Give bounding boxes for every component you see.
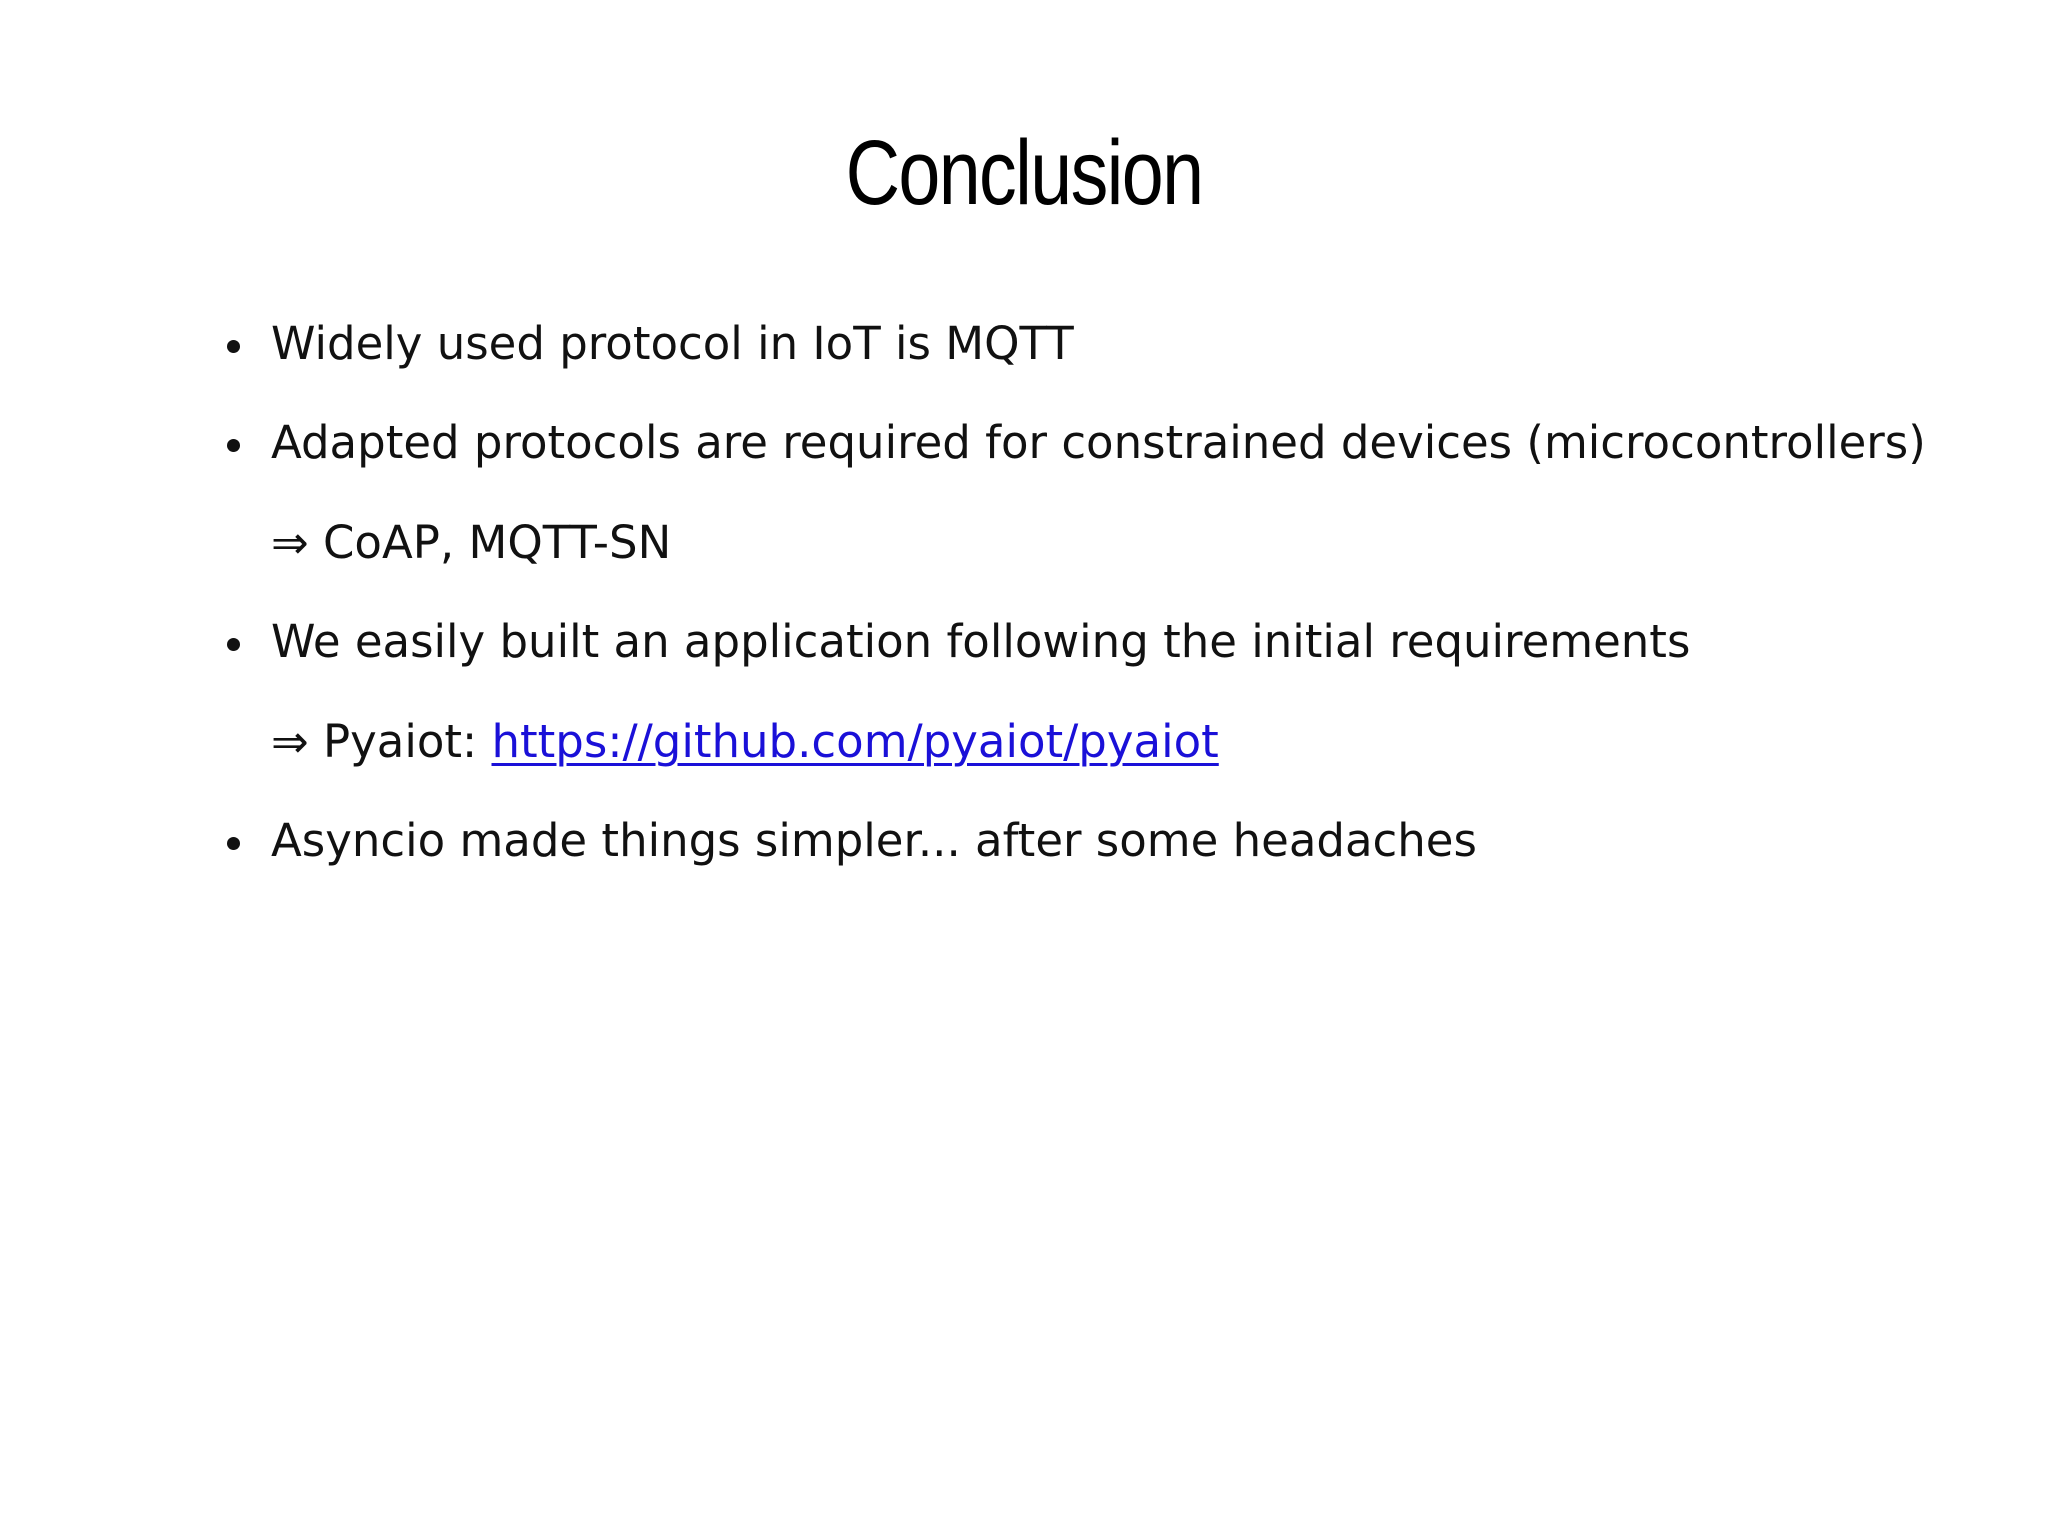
pyaiot-prefix: ⇒ Pyaiot: xyxy=(271,715,492,768)
bullet-item-adapted-protocols: Adapted protocols are required for constrained devices (microcontrollers) xyxy=(271,416,1926,469)
slide-title: Conclusion xyxy=(845,122,1203,224)
bullet-item-application: We easily built an application following the initial requirements xyxy=(271,615,1691,668)
sub-item-coap: ⇒ CoAP, MQTT-SN xyxy=(271,516,672,569)
bullet-item-mqtt: Widely used protocol in IoT is MQTT xyxy=(271,317,1074,370)
bullet-marker xyxy=(227,340,240,353)
bullet-marker xyxy=(227,439,240,452)
pyaiot-github-link[interactable]: https://github.com/pyaiot/pyaiot xyxy=(491,715,1219,768)
bullet-marker xyxy=(227,837,240,850)
bullet-marker xyxy=(227,638,240,651)
bullet-item-asyncio: Asyncio made things simpler... after some headaches xyxy=(271,814,1477,867)
sub-item-pyaiot xyxy=(271,712,1219,772)
